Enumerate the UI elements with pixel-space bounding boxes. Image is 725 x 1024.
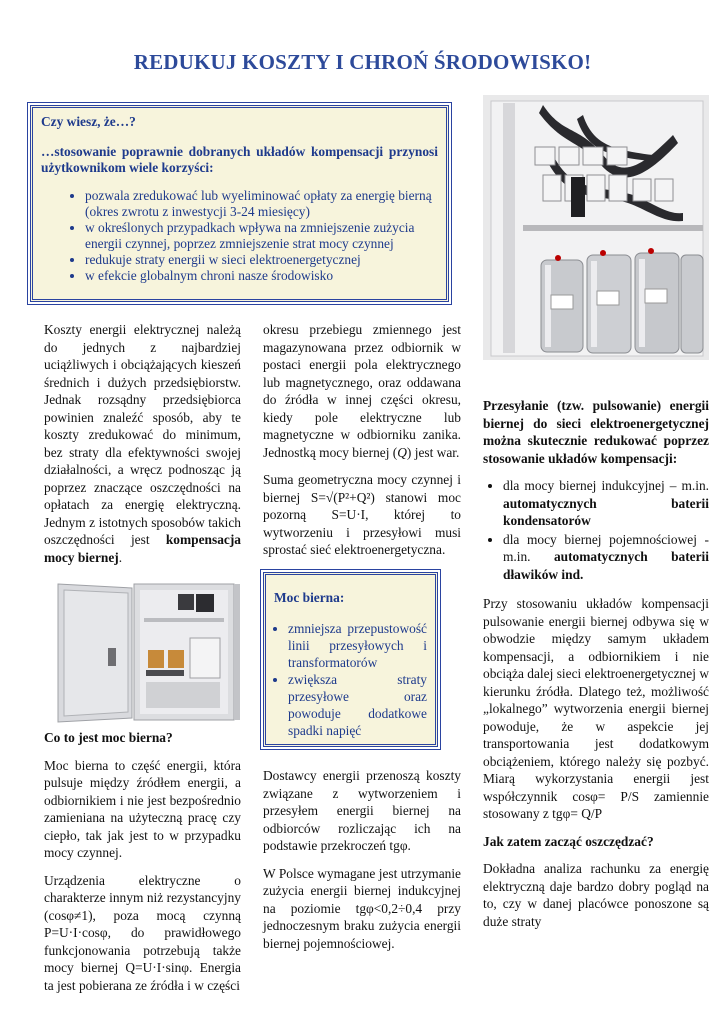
paragraph bbox=[263, 321, 461, 461]
list-item: • w efekcie globalnym chroni nasze środowisko bbox=[85, 268, 438, 284]
section-heading: Przesyłanie (tzw. pulsowanie) energii biernej do sieci elektroenergetycznej można skutecznie redukować poprzez stosowanie układów kompensacji: bbox=[483, 398, 709, 466]
info-box-lead: …stosowanie poprawnie dobranych układów kompensacji przynosi użytkownikom wiele korzyści: bbox=[41, 144, 438, 175]
list-item: • zmniejsza przepustowość linii przesyłowych i transformatorów bbox=[288, 620, 427, 671]
compensation-list bbox=[483, 477, 709, 583]
info-box-heading: Czy wiesz, że…? bbox=[41, 114, 136, 129]
list-item: • w określonych przypadkach wpływa na zmniejszenie zużycia energii czynnej, poprzez zmniejszenie strat mocy czynnej bbox=[85, 220, 438, 252]
capacitor-bank-photo bbox=[483, 95, 709, 360]
box-heading: Moc bierna: bbox=[274, 590, 345, 605]
definition-column bbox=[44, 729, 241, 1004]
intro-emphasis: kompensacja mocy biernej bbox=[44, 532, 241, 565]
intro-end: . bbox=[118, 549, 123, 565]
middle-column bbox=[263, 321, 461, 569]
paragraph: Dostawcy energii przenoszą koszty związane z wytworzeniem i przesyłem energii biernej na odbiorców rozliczając ich na podstawie przekroczeń tgφ. bbox=[263, 768, 461, 853]
right-column bbox=[483, 397, 709, 940]
benefits-list bbox=[41, 188, 438, 284]
moc-bierna-box bbox=[263, 572, 438, 747]
paragraph: Suma geometryczna mocy czynnej i biernej S=√(P²+Q²) stanowi moc pozorną S=U·I, której to wytworzeniu i przesyłowi musi sprostać sieć elektroenergetyczna. bbox=[263, 472, 461, 557]
list-item: • pozwala zredukować lub wyeliminować opłaty za energię bierną (okres zwrotu z inwestycji 3-24 miesięcy) bbox=[85, 188, 438, 220]
symbol-q: Q bbox=[397, 444, 407, 460]
intro-paragraph bbox=[44, 321, 241, 566]
section-heading: Co to jest moc bierna? bbox=[44, 730, 173, 745]
list-item: • redukuje straty energii w sieci elektroenergetycznej bbox=[85, 252, 438, 268]
cabinet-photo bbox=[50, 578, 248, 724]
paragraph: Moc bierna to część energii, która pulsuje między źródłem energii, a odbiornikiem i nie jest bezpośrednio zamieniana na użyteczną pracę czy ciepło, tak jak jest to w przypadku mocy czynnej. bbox=[44, 757, 241, 860]
list-item bbox=[503, 531, 709, 584]
list-item-text: dla mocy biernej indukcyjnej – m.in. bbox=[503, 478, 709, 493]
paragraph: Przy stosowaniu układów kompensacji pulsowanie energii biernej odbywa się w obwodzie między samym układem kompensacji, a odbiornikiem i nie obciąża dalej sieci elektroenergetycznej w kierunku źródła. Dlatego też, możliwość „lokalnego” wytworzenia energii biernej powoduje, że w aspekcie jej transportowania jest dodatkowym obciążeniem, którego należy się pozbyć. Miarą wykorzystania energii jest współczynnik cosφ= P/S zamiennie stosowany z tgφ= Q/P bbox=[483, 596, 709, 821]
list-item-text: dla mocy biernej pojemnościowej - m.in. bbox=[503, 531, 709, 564]
list-item-emphasis: automatycznych baterii dławików ind. bbox=[503, 549, 709, 582]
paragraph: Urządzenia elektryczne o charakterze innym niż rezystancyjny (cosφ≠1), poza mocą czynną P=U·I·cosφ, do prawidłowego funkcjonowania potrzebują także mocy biernej Q=U·I·sinφ. Energia ta jest pobierana ze źródła i w części bbox=[44, 872, 241, 993]
page-title: REDUKUJ KOSZTY I CHROŃ ŚRODOWISKO! bbox=[133, 50, 592, 74]
middle-column-lower bbox=[263, 767, 461, 962]
paragraph-text: ) jest war. bbox=[406, 444, 460, 460]
list-item bbox=[503, 477, 709, 530]
list-item: • zwiększa straty przesyłowe oraz powoduje dodatkowe spadki napięć bbox=[288, 671, 427, 739]
paragraph: Dokładna analiza rachunku za energię elektryczną daje bardzo dobry pogląd na to, czy w danej placówce ponoszone są duże straty bbox=[483, 861, 709, 929]
list-item-emphasis: automatycznych baterii kondensatorów bbox=[503, 495, 709, 528]
intro-text: Koszty energii elektrycznej należą do jednych z najbardziej uciążliwych i obciążających kieszeń średnich i dużych przedsiębiorstw. Jednak rozsądny przedsiębiorca powinien znaleźć sposób, aby te koszty zredukować do minimum, bez straty dla efektywności swojej działalności, a wręcz podnosząc ją poprzez znaczące oszczędności na opłatach za energię elektryczną. Jednym z istotnych sposobów takich oszczędności jest bbox=[44, 322, 241, 547]
info-box bbox=[30, 105, 449, 302]
paragraph-text: okresu przebiegu zmiennego jest magazynowana przez odbiornik w postaci energii pola elektrycznego lub magnetycznego, oraz oddawana do źródła w innej części okresu, kiedy pole elektryczne lub magnetyczne w odbiorniku zanika. Jednostką mocy biernej ( bbox=[263, 322, 461, 460]
section-heading: Jak zatem zacząć oszczędzać? bbox=[483, 833, 654, 849]
paragraph: W Polsce wymagane jest utrzymanie zużycia energii biernej indukcyjnej na poziomie tgφ<0,2÷0,4 przy jednoczesnym braku zużycia energii biernej pojemnościowej. bbox=[263, 865, 461, 951]
intro-column bbox=[44, 321, 241, 576]
moc-bierna-list bbox=[274, 620, 427, 739]
